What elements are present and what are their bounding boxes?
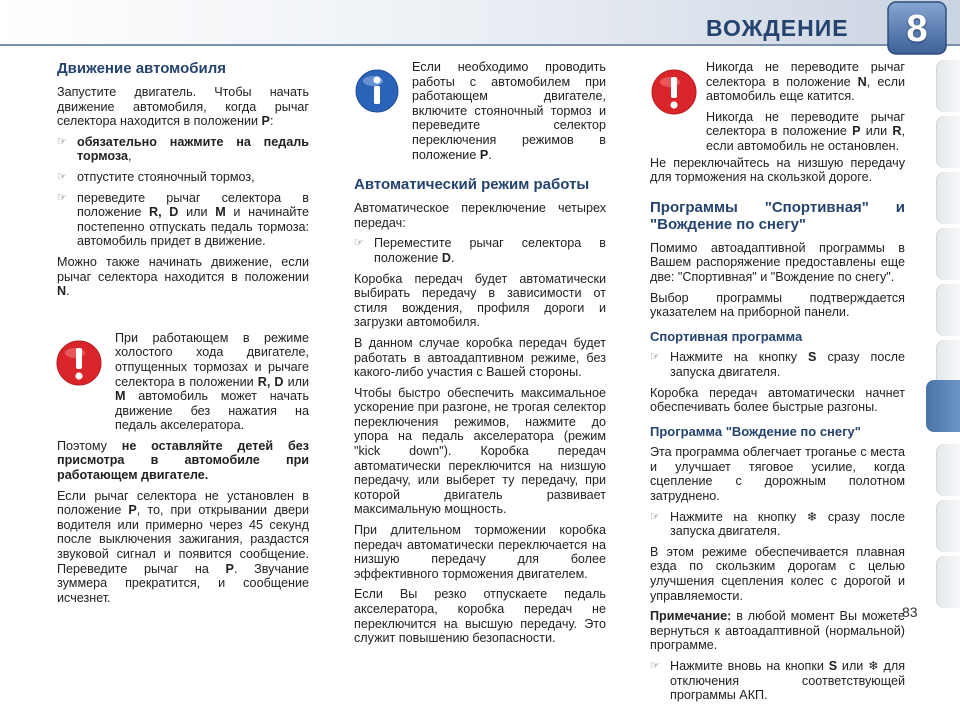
column-left <box>57 60 309 611</box>
paragraph: Коробка передач автоматически начнет обеспечивать более быстрые разгоны. <box>650 385 905 415</box>
chapter-tab[interactable] <box>936 116 960 168</box>
chapter-number: 8 <box>906 8 928 50</box>
pointer-icon: ☞ <box>650 660 660 672</box>
paragraph: При длительном торможении коробка передач автоматически переключается на низшую передачу для более эффективного торможения двигателем. <box>354 523 606 581</box>
info-text: Если необходимо проводить работы с автомобилем при работающем двигателе, включите стояночный тормоз и переведите селектор переключения режимов в положение P. <box>412 60 606 162</box>
snowflake-icon: ❄ <box>806 509 818 524</box>
page-number: 83 <box>902 604 918 620</box>
paragraph: В этом режиме обеспечивается плавная езда по скользким дорогам с целью улучшения сцепления колес с дорогой и управляемости. <box>650 544 905 603</box>
paragraph: Чтобы быстро обеспечить максимальное ускорение при разгоне, не трогая селектор переключения режимов, нажмите до упора на педаль акселератора (режим "kick down"). Коробка передач автоматически переключится на низшую передачу, или выберет ту передачу, при которой двигатель развивает максимальную мощность. <box>354 385 606 517</box>
chapter-title: ВОЖДЕНИЕ <box>706 15 849 41</box>
warning-block <box>650 60 905 185</box>
paragraph: Помимо автоадаптивной программы в Вашем распоряжение предоставлены еще две: "Спортивная" и "Вождение по снегу". <box>650 240 905 284</box>
paragraph: Если Вы резко отпускаете педаль акселератора, коробка передач не переключится на высшую передачу. Это служит повышению безопасности. <box>354 587 606 646</box>
info-icon <box>354 68 406 120</box>
chapter-tab[interactable] <box>936 60 960 112</box>
warning-text: При работающем в режиме холостого хода двигателе, отпущенных тормозах и рычаге селектора в положении R, D или M автомобиль может начать движение без нажатия на педаль акселератора. <box>115 330 310 433</box>
chapter-tab[interactable] <box>936 284 960 336</box>
chapter-tab[interactable] <box>936 500 960 552</box>
paragraph: Эта программа облегчает троганье с места и улучшает тяговое усилие, когда сцепление с дорожным полотном затруднено. <box>650 445 905 504</box>
warning-icon <box>55 339 107 391</box>
bullet-item: ☞ обязательно нажмите на педаль тормоза, <box>57 134 309 164</box>
section-title-driving: Движение автомобиля <box>57 60 227 77</box>
chapter-tabs <box>936 60 960 620</box>
pointer-icon: ☞ <box>650 510 660 523</box>
subsection-title-snow: Программа "Вождение по снегу" <box>650 423 861 439</box>
paragraph: Можно также начинать движение, если рычаг селектора находится в положении N. <box>57 254 309 299</box>
paragraph: Примечание: в любой момент Вы можете вернуться к автоадаптивной (нормальной) программе. <box>650 609 905 653</box>
warning-text: Не переключайтесь на низшую передачу для торможения на скользкой дороге. <box>650 155 905 185</box>
column-middle <box>354 60 606 652</box>
chapter-tab[interactable] <box>936 172 960 224</box>
warning-text: Никогда не переводите рычаг селектора в положение N, если автомобиль еще катится. <box>706 60 906 104</box>
section-title-programs: Программы "Спортивная" и "Вождение по снегу" <box>650 198 905 233</box>
pointer-icon: ☞ <box>57 191 67 204</box>
chapter-tab[interactable] <box>936 444 960 496</box>
column-right <box>650 60 905 709</box>
chapter-tab-active[interactable] <box>926 380 960 432</box>
subsection-title-sport: Спортивная программа <box>650 328 803 344</box>
warning-text: Никогда не переводите рычаг селектора в положение P или R, если автомобиль не остановлен. <box>706 109 905 153</box>
bullet-item: ☞ Переместите рычаг селектора в положение D. <box>354 236 606 265</box>
pointer-icon: ☞ <box>650 351 660 364</box>
paragraph: Выбор программы подтверждается указателем на приборной панели. <box>650 290 905 320</box>
paragraph: Поэтому не оставляйте детей без присмотра в автомобиле при работающем двигателе. <box>57 438 309 483</box>
bullet-item: ☞ отпустите стояночный тормоз, <box>57 169 255 184</box>
info-block <box>354 60 606 162</box>
bullet-item: ☞ переведите рычаг селектора в положение R, D или M и начинайте постепенно отпускать педаль тормоза: автомобиль придет в движение. <box>57 190 310 249</box>
paragraph: В данном случае коробка передач будет работать в автоадаптивном режиме, без какого-либо участия с Вашей стороны. <box>354 335 606 380</box>
paragraph: Запустите двигатель. Чтобы начать движение автомобиля, когда рычаг селектора находится в положении P: <box>57 85 309 129</box>
paragraph: Коробка передач будет автоматически выбирать передачу в зависимости от стиля вождения, профиля дороги и загрузки автомобиля. <box>354 271 606 330</box>
bullet-item: ☞ Нажмите на кнопку S сразу после запуска двигателя. <box>650 350 905 379</box>
chapter-tab[interactable] <box>936 228 960 280</box>
warning-block <box>57 331 309 433</box>
paragraph: Если рычаг селектора не установлен в положение P, то, при открывании двери водителя или примерно через 45 секунд после выключения зажигания, раздастся звуковой сигнал и появится сообщение. Переведите рычаг на P. Звучание зуммера прекратится, и сообщение исчезнет. <box>57 488 310 605</box>
pointer-icon: ☞ <box>57 170 67 183</box>
warning-icon <box>650 68 702 120</box>
snowflake-icon: ❄ <box>868 659 879 673</box>
pointer-icon: ☞ <box>354 237 364 250</box>
bullet-item: ☞ Нажмите вновь на кнопки S или ❄ для отключения соответствующей программы АКП. <box>650 659 906 703</box>
chapter-tab[interactable] <box>936 556 960 608</box>
paragraph: Автоматическое переключение четырех передач: <box>354 201 606 230</box>
pointer-icon: ☞ <box>57 135 67 148</box>
section-title-auto: Автоматический режим работы <box>354 176 590 194</box>
header-band <box>0 0 960 50</box>
bullet-item: ☞ Нажмите на кнопку ❄ сразу после запуска двигателя. <box>650 509 905 539</box>
